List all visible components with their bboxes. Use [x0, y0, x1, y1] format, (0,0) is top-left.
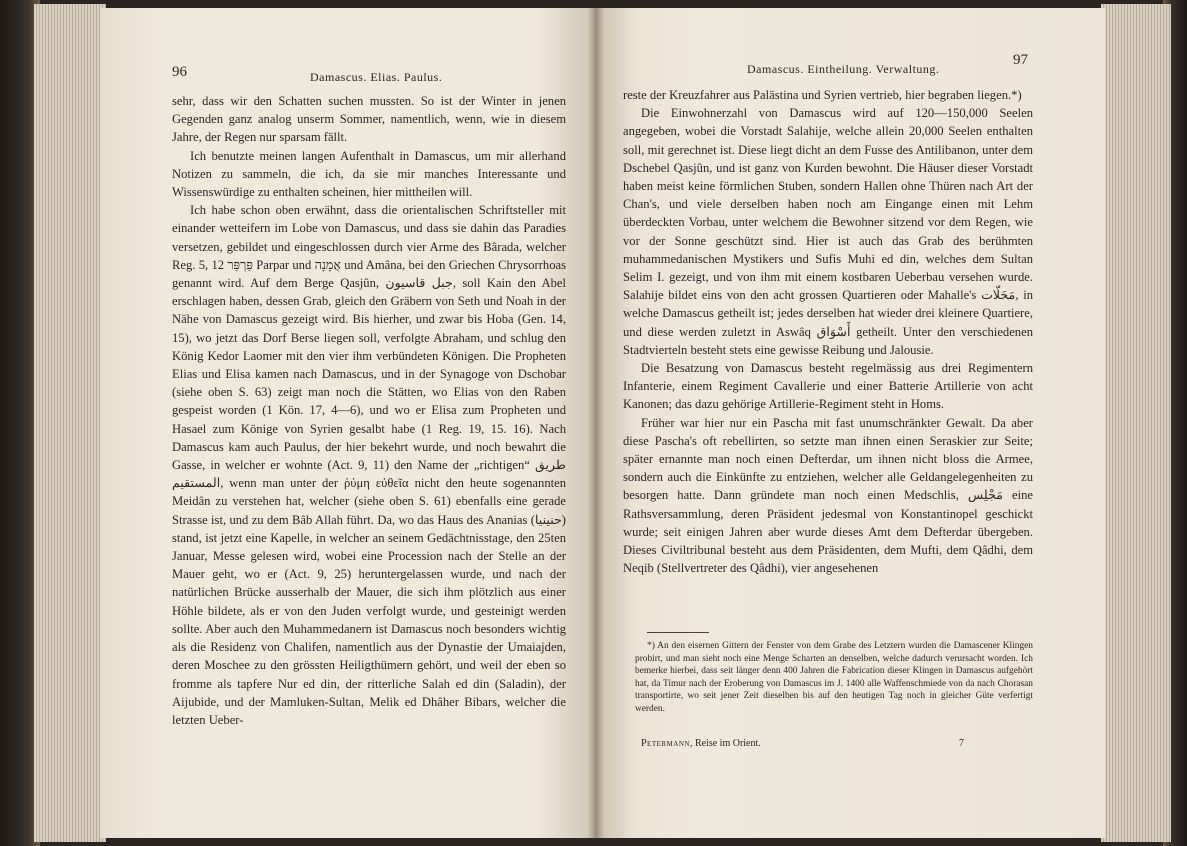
paragraph: reste der Kreuzfahrer aus Palästina und Syrien vertrieb, hier begraben liegen.*) — [623, 88, 1022, 102]
paragraph: sehr, dass wir den Schatten suchen mussten. So ist der Winter in jenen Gegenden ganz analog unserm Sommer, namentlich, wenn, wie in diesem Jahre, der Regen nur sparsam fällt. — [172, 94, 566, 145]
right-running-head: Damascus. Eintheilung. Verwaltung. — [747, 62, 940, 76]
footnote-text: *) An den eisernen Gittern der Fenster von dem Grabe des Letztern wurden die Damascener Klingen probirt, und man sieht noch eine Menge Scharten an denselben, welche dadurch verursacht worden. Ich bemerke hierbei, dass seit länger denn 400 Jahren die Fabrication dieser Klingen in Damascus aufgehört hat, da Timur nach der Eroberung von Damascus im J. 1400 alle Waffenschmiede von da nach Chorasan transportirte, wo seit jener Zeit dieselben bis auf den heutigen Tag noch in gleicher Güte verfertigt werden. — [635, 641, 1033, 714]
left-page-number: 96 — [172, 64, 187, 80]
right-page — [595, 8, 1105, 838]
paragraph: Ich habe schon oben erwähnt, dass die orientalischen Schriftsteller mit einander wetteifern im Lobe von Damascus, und dass sie dahin das Paradies versetzen, gebildet und eingeschlossen durch vier Arme des Bârada, welcher Reg. 5, 12 פַּרְפַּר Parpar und אֲמָנָה und Amâna, bei den Griechen Chrysorrhoas genannt wird. Auf dem Berge Qasjûn, جبل قاسيون, soll Kain den Abel erschlagen haben, dessen Grab, gleich den Gräbern von Seth und Noah in der Nähe von Damascus gezeigt wird. Bis hierher, und zwar bis Hoba (Gen. 14, 15), wo jetzt das Dorf Berse liegen soll, verfolgte Abraham, und schlug den König Kedor Laomer mit den vier ihm verbündeten Königen. Die Propheten Elias und Elisa kamen nach Damascus, und in der Synagoge von Dschobar (siehe oben S. 63) zeigt man noch die Stätten, wo Elias von den Raben gespeist worden (1 Kön. 17, 4—6), und wo er Elisa zum Propheten und Hasael zum Könige von Syrien gesalbt habe (1 Reg. 19, 15. 16). Nach Damascus kam auch Paulus, der hier bekehrt wurde, und noch bewahrt die Gasse, in welcher er wohnte (Act. 9, 11) den Name der „richtigen“ طريق المستقيم, wenn man unter der ῥύμη εὐθεῖα nicht den heute sogenannten Meidân zu verstehen hat, welcher (siehe oben S. 61) ebenfalls eine gerade Strasse ist, und zu dem Bâb Allah führt. Da, wo das Haus des Ananias (حنينيا) stand, ist jetzt eine Kapelle, in welcher an seinem Gedächtnisstage, den 25ten Januar, Messe gelesen wird, wobei eine Procession nach der Stelle an der Mauer geht, wo er (Act. 9, 25) heruntergelassen wurde, und nach der natürlichen Brücke ausserhalb der Mauer, die sich ihm plötzlich aus einer Höhle bildete, als er von den Juden verfolgt wurde, und gesteinigt werden sollte. Aber auch den Muhammedanern ist Damascus noch besonders wichtig als die Residenz von Chalifen, namentlich aus der Dynastie der Umaiajden, deren Moschee zu den grössten Heiligthümern gehört, und weil der eben so fromme als tapfere Nur ed din, der ritterliche Salah ed din (Saladin), der Aijubide, und der Mamluken-Sultan, Melik ed Dhâher Bibars, welcher die letzten Ueber- — [172, 203, 566, 727]
paragraph: Die Einwohnerzahl von Damascus wird auf 120—150,000 Seelen angegeben, wobei die Vorstadt Salahije, welche allein 20,000 Seelen enthalten soll, mit gerechnet ist. Diese liegt dicht an dem Fusse des Antilibanon, unter dem Dschebel Qasjûn, und ist ganz von Kurden bewohnt. Die Häuser dieser Vorstadt haben meist keine förmlichen Stuben, sondern Hallen ohne Thüren nach Art der Chan's, und viele derselben haben noch am Eingange einen mit Lehm überdeckten Vorbau, unter welchem die Bewohner sitzend vor dem Regen, wie vor der Sonne geschützt sind. Hier ist auch das Grab des berühmten muhammedanischen Mystikers und Sufis Muhi ed din, welches dem Sultan Selim I. gezeigt, und von ihm mit einem kostbaren Ueberbau versehen wurde. Salahije bildet eins von den acht grossen Quartieren oder Mahalle's مَحَلّات, in welche Damascus getheilt ist; jedes derselben hat wieder drei kleinere Quartiere, und diese werden zuletzt in Aswâq أَسْوَاق getheilt. Unter den verschiedenen Stadtvierteln besteht stets eine gewisse Reibung und Jalousie. — [623, 106, 1033, 357]
signature-author: Petermann — [641, 738, 690, 749]
paragraph: Ich benutzte meinen langen Aufenthalt in Damascus, um mir allerhand Notizen zu sammeln, die ich, da sie mir manches Interessante und Wissenswürdige zu enthalten scheinen, hier mittheilen will. — [172, 148, 566, 200]
paragraph: Die Besatzung von Damascus besteht regelmässig aus drei Regimentern Infanterie, einem Regiment Cavallerie und einer Batterie Artillerie von acht Kanonen; das dazu gehörige Artillerie-Regiment steht in Homs. — [623, 361, 1033, 412]
signature-line — [641, 738, 761, 749]
left-running-head: Damascus. Elias. Paulus. — [310, 70, 443, 84]
left-body-text — [172, 92, 566, 729]
book-gutter — [588, 8, 604, 838]
left-page — [100, 8, 595, 838]
paragraph: Früher war hier nur ein Pascha mit fast unumschränkter Gewalt. Da aber diese Pascha's oft rebellirten, so setzte man ihnen einen Seraskier zur Seite; später ernannte man noch einen Defterdar, um ihnen nicht bloss die Armee, sondern auch die Einkünfte zu entziehen, welcher alle Geldangelegenheiten zu besorgen hatte. Dann gründete man noch einen Medschlis, مَجْلِس eine Rathsversammlung, deren Präsident jedesmal von Konstantinopel geschickt wurde; seit einigen Jahren aber wurde dieses Amt dem Defterdar übergeben. Dieses Civiltribunal besteht aus dem Präsidenten, dem Mufti, dem Qâdhi, dem Neqib (Stellvertreter des Qâdhi), vier angesehenen — [623, 415, 1033, 576]
page-edges-left — [34, 4, 106, 842]
right-page-number: 97 — [1013, 52, 1028, 68]
signature-title: , Reise im Orient. — [689, 738, 761, 749]
right-body-text — [623, 86, 1033, 577]
page-edges-right — [1101, 4, 1171, 842]
signature-number: 7 — [959, 738, 964, 749]
footnote — [635, 640, 1033, 716]
footnote-rule — [647, 632, 709, 633]
